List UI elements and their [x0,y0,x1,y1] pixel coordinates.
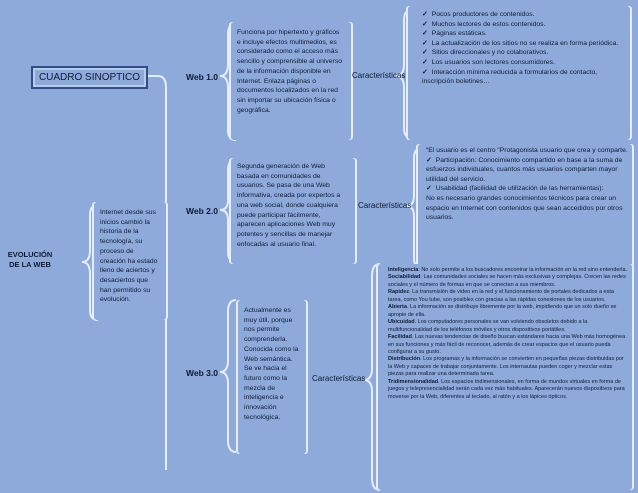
web1-char-item: ✓ Muchos lectores de estos contenidos. [422,20,624,30]
web1-char-item: ✓ Sitios direccionales y no colaborativos. [422,48,624,58]
web1-characteristics-panel [406,6,632,140]
web2-characteristics-label: Características [358,201,412,210]
web3-item-term: Inteligencia [388,267,419,273]
web3-item-term: Abierta [388,304,407,311]
web3-item: Facilidad. Las nuevas tendencias de diseño buscan estándares hacia una Web más homogénea en sus funciones y más fácil de reconocer, además de crear espacios que el usuario pueda configurar a su gusto. [388,334,626,355]
web2-description-panel [229,158,357,264]
topic-label: EVOLUCIÓN DE LA WEB [7,250,53,269]
web3-item: Inteligencia: No solo permite a los buscadores encontrar la información en la red sino entenderla. [388,267,628,273]
web1-char-item: ✓ Pocos productores de contenidos. [422,10,624,20]
web3-item: Tridimensionalidad. Los espacios tridimensionales, en forma de mundos virtuales en forma de juegos y telepresencialidad serán cada vez más habituales. Aparecerán nuevos dispositivos para moverse por la Web, diferentes al teclado, al ratón y a los lápices ópticos. [388,378,625,400]
web2-description: Segunda generación de Web basada en comunidades de usuarios. Se pasa de una Web informativa, creada por expertos a una web social, donde cualquiera puede participar fácilmente, aparecen aplicaciones Web muy potentes y sencillas de manejar enfocadas al usuario final. [237,163,341,248]
web1-char-item: ✓ La actualización de los sitios no se realiza en forma periódica. [422,39,624,49]
web2-quote: “El usuario es el centro “Protagonista usuario que crea y comparte. [426,147,628,154]
web3-item-term: Tridimensionalidad [388,378,439,385]
web3-description: Actualmente es muy útil, porque nos permite comprenderla. Conocida como la Web semántica. Se ve hacia el futuro como la mezcla de inteligencia e innovación tecnológica. [244,307,299,421]
web3-description-panel [236,300,308,454]
web3-item-term: Rapidez [388,289,410,296]
web3-item: Ubicuidad. Los computadores personales se van volviendo obsoletos debido a la multifuncionalidad de los teléfonos móviles y otros dispositivos portátiles. [388,319,588,333]
web3-label: Web 3.0 [186,368,218,378]
web3-item: Distribución. Los programas y la información se convierten en pequeñas piezas distribuidas por la Web y capaces de trabajar conjuntamente. Los internautas pueden coger y mezclar estas piezas para realizar una determinada tarea. [388,356,624,378]
web1-characteristics-label: Características [352,71,406,80]
web1-description-panel [229,22,353,140]
web1-label: Web 1.0 [186,72,218,82]
web3-item: Sociabilidad: Las comunidades sociales se hacen más exclusivas y complejas. Crecen las redes sociales y el número de formas en que se conectan a sus miembros. [388,274,626,288]
web3-item-term: Ubicuidad [388,319,415,326]
web1-char-item: ✓ Interacción mínima reducida a formularios de contacto, inscripción boletines… [422,68,624,87]
web2-char-item: ✓ Participación: Conocimiento compartido en base a la suma de esfuerzos individuales, cuantos más usuarios comparten mayor utilidad del servicio. [426,156,628,185]
web3-characteristics-label: Características [312,374,366,383]
intro-text: Internet desde sus inicios cambió la historia de la tecnología, su proceso de creación ha estado lleno de aciertos y desaciertos que han permitido su evolución. [100,209,158,304]
web1-description: Funciona por hipertexto y gráficos e incluye efectos multimedios, es considerado como el acceso más sencillo y comprensible al universo de la información disponible en Internet. Enlaza páginas o documentos localizados en la red sin importar su ubicación física o geográfica. [237,29,343,114]
web3-item: Rapidez. La transmisión de video en la red y el funcionamiento de portales dedicados a esta tarea, como You tube, son posibles con gracias a las rápidas conexiones de los usuarios. [388,289,614,303]
web3-brace [220,300,236,452]
diagram-title: CUADRO SINOPTICO [31,66,148,89]
web3-item-term: Sociabilidad [388,274,421,281]
web3-item-term: Distribución [388,356,421,363]
web3-item-term: Facilidad [388,334,412,341]
web2-characteristics-panel [416,144,634,270]
web3-characteristics-panel [376,264,634,490]
web1-char-item: ✓ Páginas estáticas. [422,29,624,39]
web2-label: Web 2.0 [186,206,218,216]
web2-closing: No es necesario grandes conocimientos técnicos para crear un espacio en Internet con contenidos que sean accedidos por otros usuarios. [426,194,623,222]
intro-panel [92,202,168,320]
web1-char-item: ✓ Los usuarios son lectores consumidores. [422,58,624,68]
web2-char-item: ✓ Usabilidad (facilidad de utilización de las herramientas): [426,184,628,194]
web3-item: Abierta. La información se distribuye libremente por la web, impidiendo que un solo dueño se apropie de ella. [388,304,617,318]
